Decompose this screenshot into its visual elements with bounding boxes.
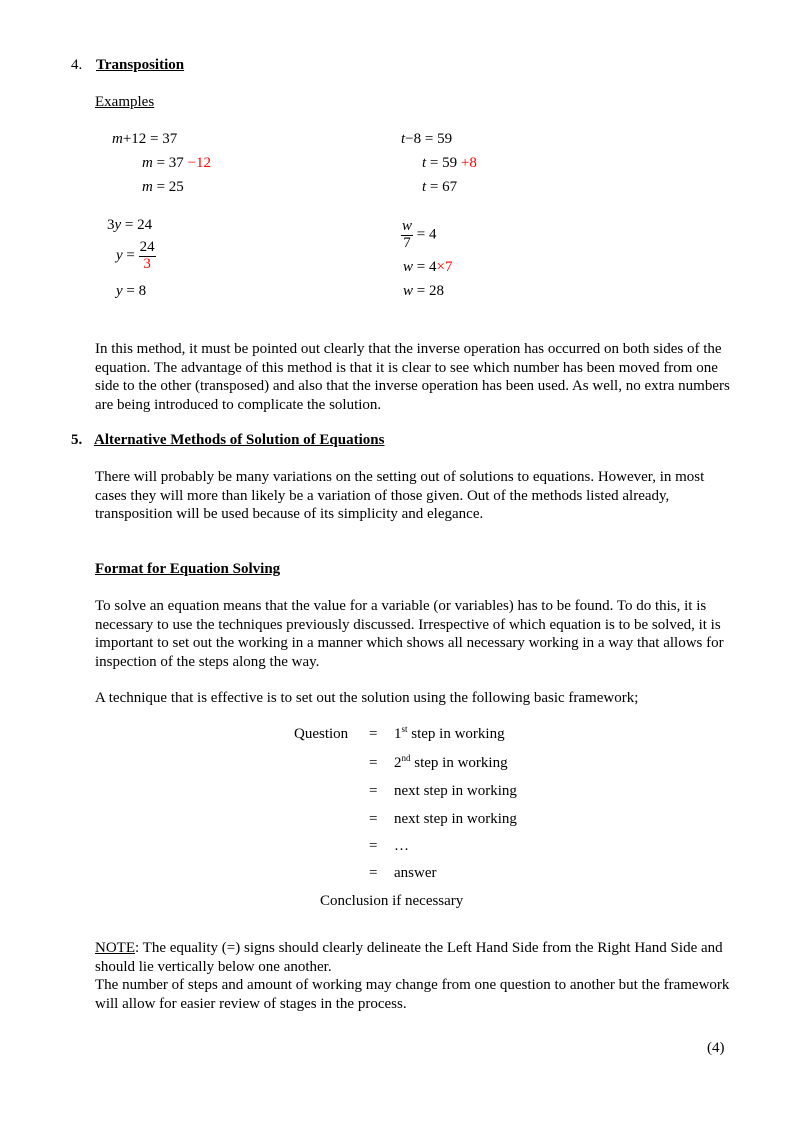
section-4-heading <box>71 57 184 74</box>
inverse-operation: +8 <box>460 155 477 171</box>
note-text-2: The number of steps and amount of working may change from one question to another but the framework will allow for easier review of stages in the process. <box>95 977 730 1012</box>
framework-row: = … <box>369 838 409 854</box>
section-5-heading <box>71 432 384 449</box>
format-heading: Format for Equation Solving <box>95 561 281 577</box>
example-4-line-2: w = 4×7 <box>403 259 453 275</box>
alternative-methods-paragraph: There will probably be many variations on the setting out of solutions to equations. However, in most cases they will more than likely be a variation of those given. Out of the methods listed already, transposition will be used because of its simplicity and elegance. <box>95 469 705 523</box>
framework-conclusion: Conclusion if necessary <box>320 893 464 909</box>
section-title: Transposition <box>96 57 185 73</box>
fraction: $\frac{w}{7}$ <box>402 218 413 251</box>
framework-row: = next step in working <box>369 783 517 799</box>
example-3-line-2: y = $\frac{24}{3}$ <box>116 239 155 272</box>
example-4-line-3: w = 28 <box>403 283 444 299</box>
framework-row: = 2nd step in working <box>369 753 508 771</box>
example-4-line-1: $\frac{w}{7}$ = 4 <box>402 218 437 251</box>
page-number: (4) <box>707 1040 725 1056</box>
framework-row: = next step in working <box>369 811 517 827</box>
fraction: $\frac{24}{3}$ <box>139 239 155 272</box>
example-2-line-2: t = 59 +8 <box>422 155 477 171</box>
example-2-line-3: t = 67 <box>422 179 458 195</box>
framework-question: Question <box>294 726 349 742</box>
transposition-paragraph: In this method, it must be pointed out clearly that the inverse operation has occurred on both sides of the equation. The advantage of this method is that it is clear to see which number has been moved from one side to the other (transposed) and also that the inverse operation has been used. As well, no extra numbers are being introduced to complicate the solution. <box>95 341 730 413</box>
example-1-line-3: m = 25 <box>142 179 184 195</box>
example-3-line-3: y = 8 <box>116 283 147 299</box>
example-1-line-2: m = 37 −12 <box>142 155 212 171</box>
section-title: Alternative Methods of Solution of Equations <box>94 432 385 448</box>
example-1-line-1: m+12 = 37 <box>112 131 178 147</box>
note-label: NOTE <box>95 940 135 956</box>
examples-label: Examples <box>95 94 155 110</box>
example-3-line-1: 3y = 24 <box>107 217 153 233</box>
format-paragraph-2: A technique that is effective is to set out the solution using the following basic framework; <box>95 690 639 706</box>
note-text: The equality (=) signs should clearly delineate the Left Hand Side from the Right Hand Side and should lie vertically below one another. <box>95 940 723 975</box>
inverse-operation: ×7 <box>436 259 453 275</box>
example-2-line-1: t−8 = 59 <box>401 131 453 147</box>
format-paragraph-1: To solve an equation means that the value for a variable (or variables) has to be found. To do this, it is necessary to use the techniques previously discussed. Irrespective of which equation is to be solved, it is important to set out the working in a manner which shows all necessary working in a way that allows for inspection of the steps along the way. <box>95 598 724 670</box>
section-number: 5. <box>71 432 83 448</box>
framework-row: = 1st step in working <box>369 724 505 742</box>
section-number: 4. <box>71 57 83 73</box>
inverse-operation: −12 <box>187 155 212 171</box>
note: NOTE: The equality (=) signs should clearly delineate the Left Hand Side from the Right Hand Side and should lie vertically below one another. The number of steps and amount of working may change from one question to another but the framework will allow for easier review of stages in the process. <box>95 940 730 1012</box>
framework-row: = answer <box>369 865 437 881</box>
